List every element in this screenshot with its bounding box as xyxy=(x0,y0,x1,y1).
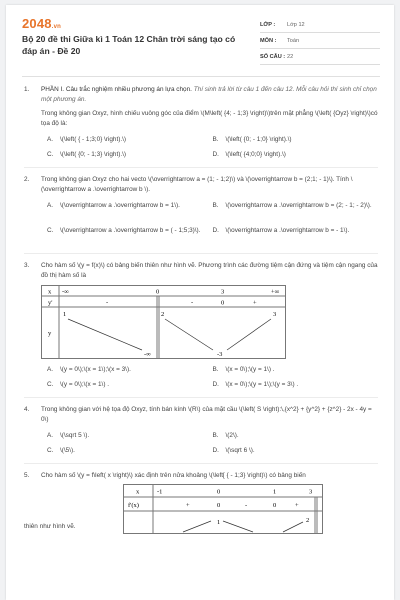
meta-row-subject xyxy=(260,33,380,49)
question-continuation: thiên như hình vẽ. xyxy=(24,523,76,530)
question-divider xyxy=(24,397,378,398)
table-y-label: y xyxy=(48,330,52,337)
option-letter: B. xyxy=(212,432,219,439)
question-intro xyxy=(41,85,378,105)
option-letter: D. xyxy=(212,227,219,234)
question-3 xyxy=(24,261,378,390)
option-letter: B. xyxy=(212,202,219,209)
logo-text: 2048 xyxy=(22,16,52,31)
question-5 xyxy=(24,471,378,532)
option-letter: D. xyxy=(212,151,219,158)
meta-value: 22 xyxy=(287,53,294,60)
option-letter: C. xyxy=(47,381,54,388)
option-b[interactable] xyxy=(213,135,379,145)
question-text: Trong không gian Oxyz cho hai vecto \(\overrightarrow a = (1; - 1;2)\) và \(\overrightarrow b = (2;1; - 1)\). Tính \(\overrightarrow a .\overrightarrow b \). xyxy=(41,176,353,193)
y-value: 3 xyxy=(273,311,277,318)
meta-label: SỐ CÂU : xyxy=(260,53,286,60)
table-derivative-label: f'(x) xyxy=(128,502,139,509)
site-logo[interactable] xyxy=(22,16,61,31)
sign-value: + xyxy=(253,299,257,307)
option-letter: B. xyxy=(212,366,219,373)
option-text: \(x = 0\);\(y = 1\) . xyxy=(225,366,275,373)
sign-value: + xyxy=(295,502,299,509)
y-value: -3 xyxy=(217,351,223,358)
question-text: Trong không gian với hệ tọa độ Oxyz, tính bán kính \(R\) của mặt cầu \(\left( S \right):\,{x^2} + {y^2} + {z^2} - 2x - 4y = 0\) xyxy=(41,406,372,423)
option-text: \(2\). xyxy=(225,432,239,439)
questions-content xyxy=(24,85,378,539)
option-letter: A. xyxy=(47,202,54,209)
question-text: Cho hàm số \(y = f(x)\) có bảng biến thiên như hình vẽ. Phương trình các đường tiệm cận đứng và tiệm cận ngang của đồ thị hàm số là xyxy=(41,262,378,279)
y-value: 2 xyxy=(161,311,165,318)
options-grid xyxy=(41,431,378,456)
option-c[interactable] xyxy=(47,150,213,160)
option-a[interactable] xyxy=(47,365,213,375)
question-divider xyxy=(24,253,378,254)
sign-value: 0 xyxy=(273,502,277,509)
x-value: -∞ xyxy=(62,288,69,296)
question-number: 5. xyxy=(24,472,30,479)
meta-label: LỚP : xyxy=(260,21,276,28)
question-divider xyxy=(24,463,378,464)
x-value: 0 xyxy=(217,488,221,496)
option-a[interactable] xyxy=(47,135,213,145)
question-number: 2. xyxy=(24,176,30,183)
meta-value: Lớp 12 xyxy=(287,21,305,28)
option-letter: A. xyxy=(47,136,54,143)
option-c[interactable] xyxy=(47,446,213,456)
option-letter: B. xyxy=(212,136,219,143)
option-a[interactable] xyxy=(47,201,213,221)
y-value: -∞ xyxy=(144,351,151,358)
option-b[interactable] xyxy=(213,365,379,375)
x-value: 1 xyxy=(273,488,277,496)
header-divider xyxy=(22,76,380,77)
question-text: Trong không gian Oxyz, hình chiếu vuông góc của điểm \(M\left( {4; - 1;3} \right)\)trên mặt phẳng \(\left( {Oyz} \right)\)có tọa độ là: xyxy=(41,110,378,127)
y-value: 1 xyxy=(63,311,67,318)
option-letter: A. xyxy=(47,432,54,439)
sign-value: - xyxy=(106,299,109,307)
x-value: 0 xyxy=(156,288,160,296)
x-value: 3 xyxy=(309,488,313,496)
option-b[interactable] xyxy=(213,201,379,221)
meta-panel xyxy=(260,17,380,65)
logo-suffix: .vn xyxy=(51,24,62,30)
question-text: Cho hàm số \(y = f\left( x \right)\) xác định trên nửa khoảng \(\left[ { - 1;3} \right)\) có bảng biến xyxy=(41,472,306,479)
options-grid xyxy=(41,135,378,160)
sign-value: 0 xyxy=(221,299,225,307)
sign-value: - xyxy=(191,299,194,307)
option-d[interactable] xyxy=(213,150,379,160)
part-instructions: Thí sinh trả lời từ câu 1 đến câu 12. Mỗi câu hỏi thí sinh chỉ chọn một phương án. xyxy=(41,86,377,103)
option-text: \(x = 0\);\(y = 1\);\(y = 3\) . xyxy=(225,381,299,388)
option-c[interactable] xyxy=(47,380,213,390)
part-heading: PHẦN I. Câu trắc nghiệm nhiều phương án lựa chọn. xyxy=(41,86,192,93)
option-letter: C. xyxy=(47,227,54,234)
option-letter: D. xyxy=(212,381,219,388)
option-letter: A. xyxy=(47,366,54,373)
option-text: \(\left( {4;0;0} \right).\) xyxy=(225,151,286,158)
question-divider xyxy=(24,167,378,168)
table-x-label: x xyxy=(136,488,140,496)
question-number: 4. xyxy=(24,406,30,413)
variation-table-q3 xyxy=(41,285,286,359)
option-text: \(\sqrt 6 \). xyxy=(225,447,255,454)
option-d[interactable] xyxy=(213,446,379,456)
meta-value: Toán xyxy=(287,37,300,44)
option-b[interactable] xyxy=(213,431,379,441)
option-text: \(\overrightarrow a .\overrightarrow b = - 1\). xyxy=(225,227,350,234)
option-d[interactable] xyxy=(213,380,379,390)
table-derivative-label: y' xyxy=(48,299,53,307)
option-text: \(\overrightarrow a .\overrightarrow b = 1\). xyxy=(60,202,180,209)
option-letter: D. xyxy=(212,447,219,454)
options-grid xyxy=(41,201,378,246)
option-letter: C. xyxy=(47,151,54,158)
option-text: \(\overrightarrow a .\overrightarrow b = ( - 1;5;3)\). xyxy=(60,227,201,234)
question-4 xyxy=(24,405,378,456)
x-value: -1 xyxy=(157,488,163,496)
sign-value: - xyxy=(245,502,248,509)
question-2 xyxy=(24,175,378,246)
option-d[interactable] xyxy=(213,226,379,246)
sign-value: 0 xyxy=(217,502,221,509)
option-text: \(\overrightarrow a .\overrightarrow b = (2; - 1; - 2)\). xyxy=(225,202,372,209)
y-value: 1 xyxy=(217,519,221,526)
meta-row-count xyxy=(260,49,380,65)
question-number: 1. xyxy=(24,86,30,93)
option-text: \(\left( {0; - 1;0} \right).\) xyxy=(225,136,292,143)
document-title: Bộ 20 đề thi Giữa kì 1 Toán 12 Chân trời sáng tạo có đáp án - Đề 20 xyxy=(22,34,236,56)
option-text: \(y = 0\);\(x = 1\);\(x = 3\). xyxy=(60,366,131,373)
options-grid xyxy=(41,365,378,390)
meta-label: MÔN : xyxy=(260,37,277,44)
option-c[interactable] xyxy=(47,226,213,246)
y-value: 2 xyxy=(306,517,310,524)
document-page xyxy=(6,5,394,600)
option-text: \(y = 0\);\(x = 1\) . xyxy=(60,381,110,388)
option-text: \(\left( { - 1;3;0} \right).\) xyxy=(60,136,127,143)
option-letter: C. xyxy=(47,447,54,454)
x-value: +∞ xyxy=(271,288,280,296)
question-number: 3. xyxy=(24,262,30,269)
option-a[interactable] xyxy=(47,431,213,441)
x-value: 3 xyxy=(221,288,225,296)
option-text: \(\sqrt 5 \). xyxy=(60,432,90,439)
meta-row-class xyxy=(260,17,380,33)
option-text: \(\5\). xyxy=(60,447,75,454)
sign-value: + xyxy=(186,502,190,509)
option-text: \(\left( {0; - 1;3} \right).\) xyxy=(60,151,127,158)
table-x-label: x xyxy=(48,288,52,296)
question-1 xyxy=(24,85,378,160)
